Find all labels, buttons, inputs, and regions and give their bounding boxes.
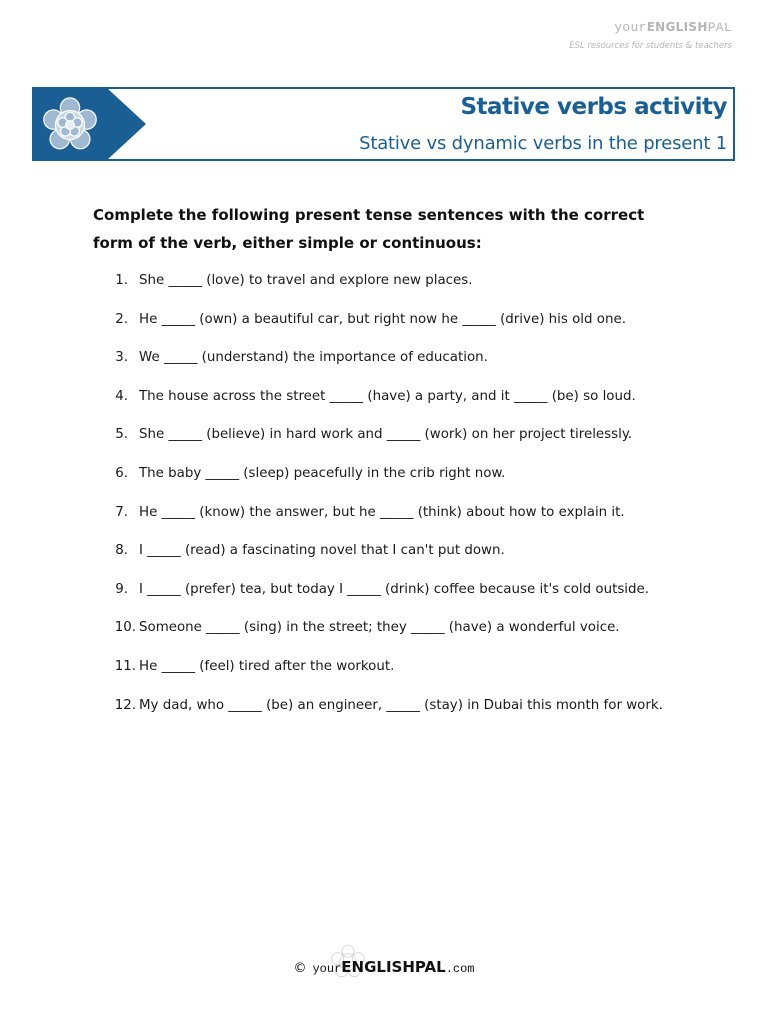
list-item [0,539,768,578]
brand-suffix: PAL [707,20,732,35]
item-text: The baby _____ (sleep) peacefully in the crib right now. [139,465,506,481]
list-item [0,501,768,540]
footer-bold: ENGLISH [341,958,415,976]
exercise-list [0,269,768,732]
footer-mid: PAL [414,958,446,976]
footer-prefix: your [312,962,342,976]
item-number: 2. [115,311,128,327]
item-text: We _____ (understand) the importance of education. [139,350,488,366]
brand-bold: ENGLISH [646,20,708,34]
brand-logo-text [569,20,732,35]
item-text: He _____ (own) a beautiful car, but right now he _____ (drive) his old one. [139,311,626,327]
item-text: I _____ (read) a fascinating novel that I can't put down. [139,543,505,559]
item-number: 11. [114,658,136,674]
list-item [0,269,768,308]
list-item [0,694,768,733]
item-number: 1. [115,273,128,288]
title-banner [32,87,735,161]
brand-header [569,20,732,51]
item-number: 3. [115,350,128,366]
item-text: She _____ (believe) in hard work and _____ (work) on her project tirelessly. [139,427,633,443]
item-text: He _____ (feel) tired after the workout. [139,658,395,674]
item-text: My dad, who _____ (be) an engineer, _____ (stay) in Dubai this month for work. [139,697,663,713]
footer [0,958,768,976]
page-title: Stative verbs activity [460,94,727,120]
copyright-symbol: © [293,961,307,976]
brand-tagline: ESL resources for students & teachers [569,41,732,51]
list-item [0,462,768,501]
page-subtitle: Stative vs dynamic verbs in the present 1 [359,133,727,154]
banner-logo-block [34,89,108,159]
list-item [0,385,768,424]
item-number: 8. [115,543,128,559]
item-number: 10. [114,620,136,636]
item-number: 6. [115,465,128,481]
list-item [0,308,768,347]
list-item [0,616,768,655]
item-number: 4. [115,388,128,404]
item-text: I _____ (prefer) tea, but today I _____ (drink) coffee because it's cold outside. [139,581,650,597]
item-number: 12. [114,697,136,713]
item-number: 5. [115,427,128,443]
list-item [0,655,768,694]
tudor-rose-icon [41,96,99,154]
item-text: Someone _____ (sing) in the street; they _____ (have) a wonderful voice. [139,620,620,636]
item-text: She _____ (love) to travel and explore new places. [139,273,473,288]
brand-prefix: your [614,20,647,35]
item-text: The house across the street _____ (have) a party, and it _____ (be) so loud. [139,388,636,404]
footer-suffix: .com [445,962,475,976]
banner-arrow-shape [108,89,146,159]
instructions: Complete the following present tense sentences with the correct form of the verb, either simple or continuous: [93,206,645,252]
list-item [0,578,768,617]
item-number: 9. [115,581,128,597]
item-number: 7. [115,504,128,520]
list-item [0,423,768,462]
item-text: He _____ (know) the answer, but he _____ (think) about how to explain it. [139,504,625,520]
list-item [0,346,768,385]
